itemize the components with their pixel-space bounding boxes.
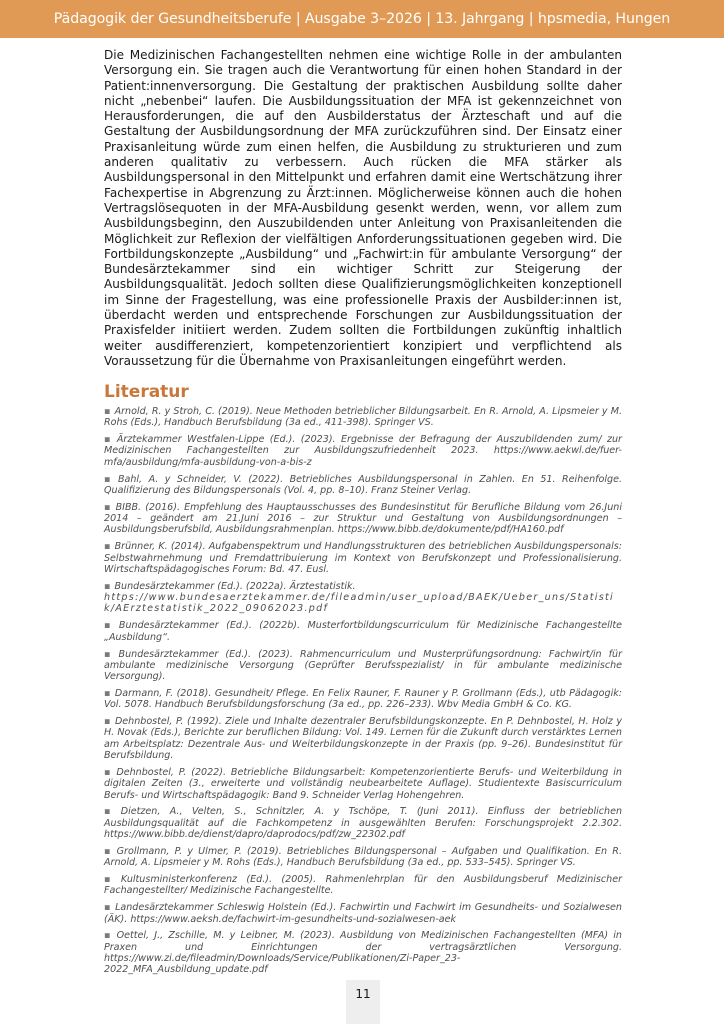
bullet-icon: ▪	[104, 874, 117, 886]
body-paragraph: Die Medizinischen Fachangestellten nehmen eine wichtige Rolle in der ambulanten Versorgung ein. Sie tragen auch die Verantwortung für einen hohen Standard in der Patient:innenversorgung. Die Gestaltung der praktischen Ausbildung sollte daher nicht „nebenbei“ laufen. Die Ausbildungssituation der MFA ist gekennzeichnet von Herausforderungen, die auf den Ausbilderstatus der Ärzteschaft und auf die Gestaltung der Ausbildungsordnung der MFA zurückzuführen sind. Der Einsatz einer Praxisanleitung würde zum einen helfen, die Ausbildung zu strukturieren und zum anderen qualitativ zu verbessern. Auch rücken die MFA stärker als Ausbildungspersonal in den Mittelpunkt und erfahren damit eine Wertschätzung ihrer Fachexpertise in Abgrenzung zu Ärzt:innen. Möglicherweise können auch die hohen Vertragslösequoten in der MFA-Ausbildung gesenkt werden, wenn, vor allem zum Ausbildungsbeginn, den Auszubildenden unter Anleitung von Praxisanleitenden die Möglichkeit zur Reflexion der vielfältigen Anforderungssituationen gegeben wird. Die Fortbildungskonzepte „Ausbildung“ und „Fachwirt:in für ambulante Versorgung“ der Bundesärztekammer sind ein wichtiger Schritt zur Steigerung der Ausbildungsqualität. Jedoch sollten diese Qualifizierungsmöglichkeiten konzeptionell im Sinne der Fragestellung, was eine professionelle Praxis der Ausbilder:innen ist, überdacht werden und entsprechende Forschungen zur Ausbildungssituation der Praxisfelder initiiert werden. Zudem sollten die Fortbildungen zukünftig inhaltlich weiter ausdifferenziert, kompetenzorientiert konzipiert und verpflichtend als Voraussetzung für die Übernahme von Praxisanleitungen eingeführt werden.	[104, 48, 622, 368]
bullet-icon: ▪	[104, 902, 112, 914]
reference-item	[104, 434, 622, 468]
reference-item	[104, 874, 622, 897]
bullet-icon: ▪	[104, 845, 113, 857]
literature-heading: Literatur	[104, 382, 189, 402]
reference-text: Bundesärztekammer (Ed.). (2023). Rahmencurriculum und Musterprüfungsordnung: Fachwirt/in für ambulante medizinische Versorgung (Geprüfter Berufsspezialist/ in für ambulante medizinische Versorgung).	[104, 648, 622, 683]
reference-text: BIBB. (2016). Empfehlung des Hauptausschusses des Bundesinstitut für Berufliche Bildung vom 26.Juni 2014 – geändert am 21.Juni 2016 – zur Struktur und Gestaltung von Ausbildungsordnungen – Ausbildungsberufsbild, Ausbildungsrahmenplan. https://www.bibb.de/dokumente/pdf/HA160.pdf	[104, 501, 622, 536]
reference-item	[104, 846, 622, 869]
page-number: 11	[355, 987, 371, 1001]
reference-item	[104, 474, 622, 497]
reference-url[interactable]: https://www.aekwl.de/fuer-mfa/ausbildung/mfa-ausbildung-von-a-bis-z	[104, 445, 622, 468]
reference-text: Dehnbostel, P. (1992). Ziele und Inhalte dezentraler Berufsbildungskonzepte. En P. Dehnbostel, H. Holz y H. Novak (Eds.), Berichte zur beruflichen Bildung: Vol. 149. Lernen für die Zukunft durch verstärktes Lernen am Arbeitsplatz: Dezentrale Aus- und Weiterbildungskonzepte in der Praxis (pp. 9–26). Bundesinstitut für Berufsbildung.	[104, 716, 622, 762]
bullet-icon: ▪	[104, 434, 113, 446]
journal-header-title: Pädagogik der Gesundheitsberufe | Ausgabe 3–2026 | 13. Jahrgang | hpsmedia, Hungen	[53, 11, 671, 27]
bullet-icon: ▪	[104, 473, 114, 485]
reference-item	[104, 930, 622, 975]
reference-text: Brünner, K. (2014). Aufgabenspektrum und Handlungsstrukturen des betrieblichen Ausbildungspersonals: Selbstwahrnehmung und Fremdattribuierung im Kontext von Berufskonzept und Professionalisierung. Wirtschaftspädagogisches Forum: Bd. 47. Eusl.	[104, 541, 622, 575]
reference-url[interactable]: https://www.zi.de/fileadmin/Downloads/Service/Publikationen/Zi-Paper_23-2022_MFA_Ausbildung_update.pdf	[104, 953, 461, 976]
reference-text: Bundesärztekammer (Ed.). (2022a). Ärztestatistik.	[114, 580, 356, 592]
reference-item	[104, 502, 622, 536]
reference-text: Dehnbostel, P. (2022). Betriebliche Bildungsarbeit: Kompetenzorientierte Berufs- und Weiterbildung in digitalen Zeiten (3., erweiterte und vollständig neubearbeitete Auflage). Studientexte Basiscurriculum Berufs- und Wirtschaftspädagogik: Band 9. Schneider Verlag Hohengehren.	[104, 766, 622, 801]
reference-item	[104, 767, 622, 801]
bullet-icon: ▪	[104, 620, 115, 632]
bullet-icon: ▪	[104, 766, 113, 778]
bullet-icon: ▪	[104, 716, 111, 728]
page-number-box	[346, 980, 380, 1024]
reference-url[interactable]: https://www.bibb.de/dienst/dapro/daprodocs/pdf/zw_22302.pdf	[104, 829, 405, 841]
bullet-icon: ▪	[104, 501, 112, 513]
reference-item	[104, 581, 622, 615]
reference-item	[104, 406, 622, 429]
reference-text: Bahl, A. y Schneider, V. (2022). Betriebliches Ausbildungspersonal in Zahlen. En 51. Reihenfolge. Qualifizierung des Bildungspersonals (Vol. 4, pp. 8–10). Franz Steiner Verlag.	[104, 473, 622, 496]
reference-text: Oettel, J., Zschille, M. y Leibner, M. (2023). Ausbildung von Medizinischen Fachangestellten (MFA) in Praxen und Einrichtungen der vertragsärztlichen Versorgung.	[104, 930, 622, 953]
reference-item	[104, 541, 622, 575]
reference-list	[104, 406, 622, 981]
reference-text: Dietzen, A., Velten, S., Schnitzler, A. y Tschöpe, T. (Juni 2011). Einfluss der betrieblichen Ausbildungsqualität auf die Fachkompetenz in ausgewählten Berufen: Forschungsprojekt 2.2.302.	[104, 806, 622, 829]
bullet-icon: ▪	[104, 541, 111, 553]
reference-item	[104, 902, 622, 925]
reference-item	[104, 806, 622, 840]
bullet-icon: ▪	[104, 580, 111, 592]
reference-item	[104, 620, 622, 643]
reference-text: Ärztekammer Westfalen-Lippe (Ed.). (2023). Ergebnisse der Befragung der Auszubildenden zum/ zur Medizinischen Fachangestellten zur Ausbildungszufriedenheit 2023.	[104, 434, 622, 457]
reference-text: Bundesärztekammer (Ed.). (2022b). Musterfortbildungscurriculum für Medizinische Fachangestellte „Ausbildung“.	[104, 620, 622, 643]
reference-url[interactable]: https://www.bundesaerztekammer.de/fileadmin/user_upload/BAEK/Ueber_uns/Statistik/AErztestatistik_2022_09062023.pdf	[104, 592, 614, 615]
journal-header	[0, 0, 724, 38]
bullet-icon: ▪	[104, 406, 111, 417]
bullet-icon: ▪	[104, 930, 113, 942]
reference-text: Arnold, R. y Stroh, C. (2019). Neue Methoden betrieblicher Bildungsarbeit. En R. Arnold, A. Lipsmeier y M. Rohs (Eds.), Handbuch Berufsbildung (3a ed., 411-398). Springer VS.	[104, 406, 622, 429]
reference-text: Kultusministerkonferenz (Ed.). (2005). Rahmenlehrplan für den Ausbildungsberuf Medizinischer Fachangestellter/ Medizinische Fachangestellte.	[104, 874, 622, 897]
reference-text: Grollmann, P. y Ulmer, P. (2019). Betriebliches Bildungspersonal – Aufgaben und Qualifikation. En R. Arnold, A. Lipsmeier y M. Rohs (Eds.), Handbuch Berufsbildung (3a ed., pp. 533–545). Springer VS.	[104, 845, 622, 869]
reference-item	[104, 649, 622, 683]
reference-item	[104, 716, 622, 761]
reference-url[interactable]: https://www.aeksh.de/fachwirt-im-gesundheits-und-sozialwesen-aek	[130, 913, 457, 925]
bullet-icon: ▪	[104, 648, 115, 660]
reference-item	[104, 688, 622, 711]
reference-text: Darmann, F. (2018). Gesundheit/ Pflege. En Felix Rauner, F. Rauner y P. Grollmann (Eds.), utb Pädagogik: Vol. 5078. Handbuch Berufsbildungsforschung (3a ed., pp. 226–233). Wbv Media GmbH & Co. KG.	[104, 687, 622, 711]
reference-text: Landesärztekammer Schleswig Holstein (Ed.). Fachwirtin und Fachwirt im Gesundheits- und Sozialwesen (ÄK).	[104, 902, 622, 925]
bullet-icon: ▪	[104, 687, 111, 699]
bullet-icon: ▪	[104, 806, 117, 818]
